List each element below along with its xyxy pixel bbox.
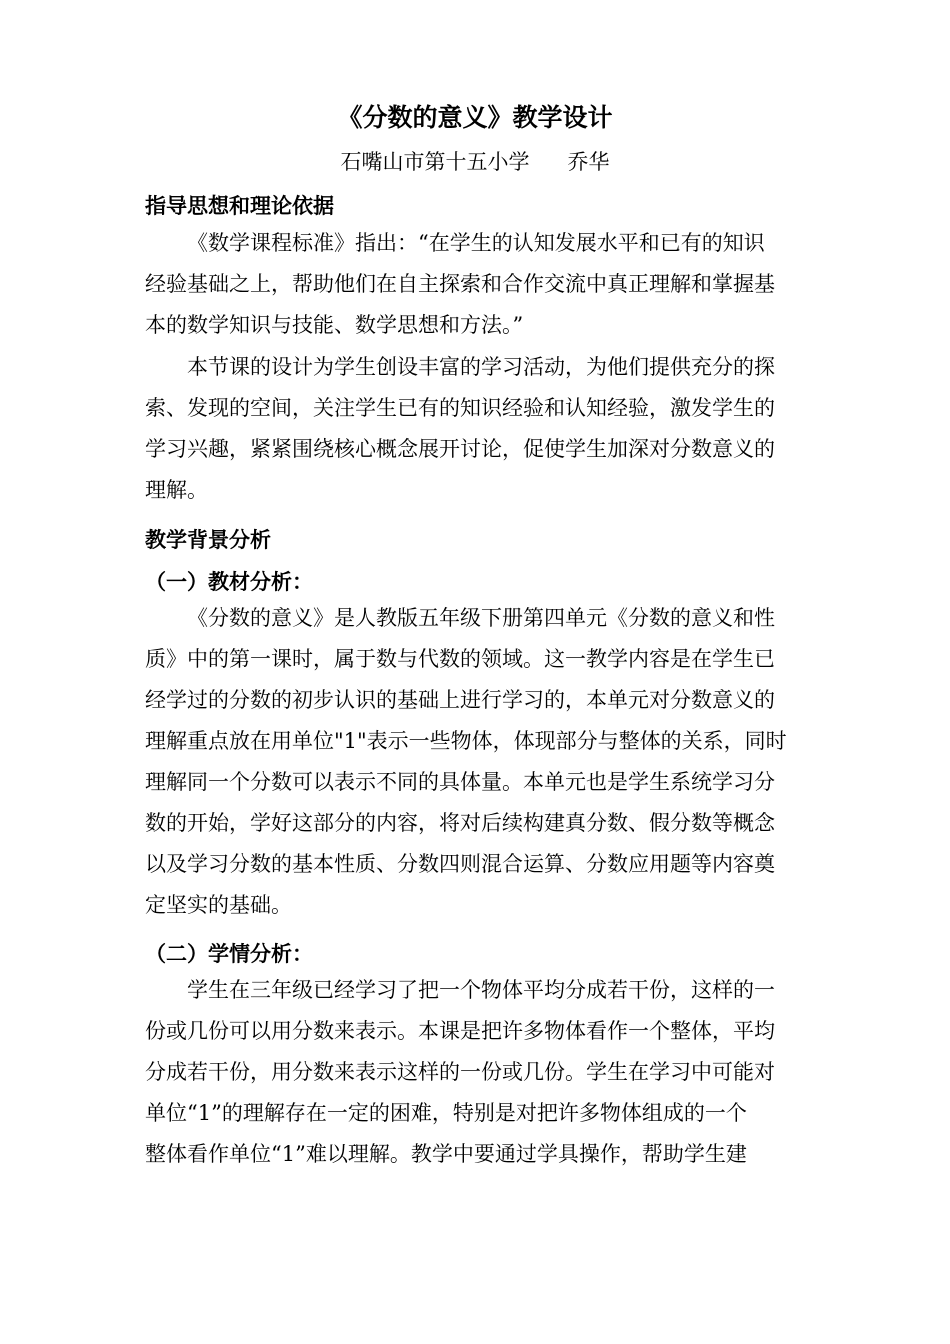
paragraph-line: 分成若干份，用分数来表示这样的一份或几份。学生在学习中可能对 [145,1060,775,1084]
document-title: 《分数的意义》教学设计 [337,103,613,132]
section-heading-guiding-ideas: 指导思想和理论依据 [145,193,334,218]
paragraph-line: 经学过的分数的初步认识的基础上进行学习的，本单元对分数意义的 [145,688,775,712]
section-heading-background-analysis: 教学背景分析 [145,527,271,552]
paragraph-line: 以及学习分数的基本性质、分数四则混合运算、分数应用题等内容奠 [145,852,775,876]
byline [0,146,950,176]
paragraph-line: 《分数的意义》是人教版五年级下册第四单元《分数的意义和性 [187,606,775,630]
paragraph-curriculum-standard [145,223,810,346]
paragraph-line: 学生在三年级已经学习了把一个物体平均分成若干份，这样的一 [187,978,775,1002]
paragraph-student-analysis [145,970,810,1175]
subsection-heading-student-analysis: （二）学情分析： [145,941,313,966]
school-name: 石嘴山市第十五小学 [340,150,530,174]
paragraph-line: 经验基础之上，帮助他们在自主探索和合作交流中真正理解和掌握基 [145,272,775,296]
author-name: 乔华 [567,150,610,174]
paragraph-line: 本的数学知识与技能、数学思想和方法。” [145,313,524,337]
paragraph-textbook-analysis [145,598,810,926]
subsection-heading-textbook-analysis: （一）教材分析： [145,569,313,594]
paragraph-line: 定坚实的基础。 [145,893,292,917]
paragraph-line: 数的开始，学好这部分的内容，将对后续构建真分数、假分数等概念 [145,811,775,835]
paragraph-line: 质》中的第一课时，属于数与代数的领域。这一教学内容是在学生已 [145,647,775,671]
paragraph-line: 理解。 [145,478,208,502]
paragraph-line: 份或几份可以用分数来表示。本课是把许多物体看作一个整体，平均 [145,1019,775,1043]
paragraph-line: 整体看作单位“1”难以理解。教学中要通过学具操作，帮助学生建 [145,1142,747,1166]
paragraph-line: 单位“1”的理解存在一定的困难，特别是对把许多物体组成的一个 [145,1101,747,1125]
paragraph-line: 学习兴趣，紧紧围绕核心概念展开讨论，促使学生加深对分数意义的 [145,437,775,461]
paragraph-line: 理解重点放在用单位"1"表示一些物体，体现部分与整体的关系，同时 [145,729,787,753]
paragraph-line: 索、发现的空间，关注学生已有的知识经验和认知经验，激发学生的 [145,396,775,420]
paragraph-lesson-design [145,347,810,511]
paragraph-line: 理解同一个分数可以表示不同的具体量。本单元也是学生系统学习分 [145,770,775,794]
paragraph-line: 《数学课程标准》指出：“在学生的认知发展水平和已有的知识 [187,231,765,255]
paragraph-line: 本节课的设计为学生创设丰富的学习活动，为他们提供充分的探 [187,355,775,379]
